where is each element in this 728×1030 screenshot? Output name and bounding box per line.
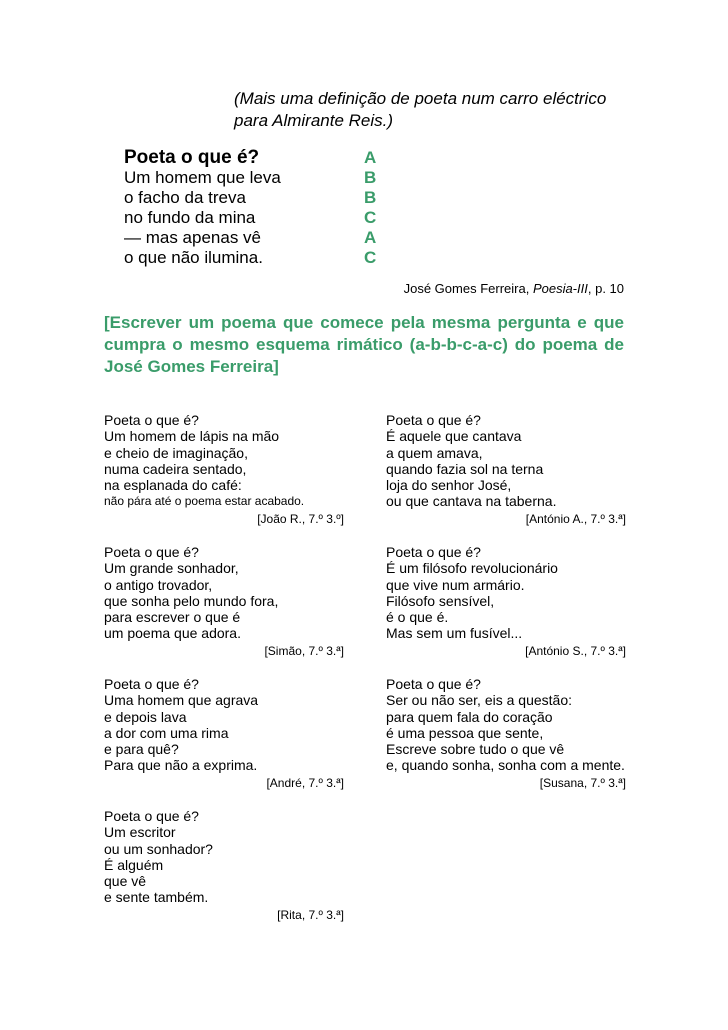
student-poem [104,808,344,923]
student-poem-line: É alguém [104,856,164,873]
student-author: [João R., 7.º 3.º] [257,511,344,526]
rhyme-letter: B [364,168,377,187]
poem-epigraph [234,88,606,132]
student-poem [386,412,626,527]
poem-line [124,228,376,248]
student-poem [104,544,344,659]
poem-line-text: no fundo da mina [124,208,256,227]
student-poem-line: Para que não a exprima. [104,757,258,774]
student-poem-line: que sonha pelo mundo fora, [104,592,279,609]
student-author: [António S., 7.º 3.ª] [525,643,626,658]
student-poem-line: Mas sem um fusível... [386,625,523,642]
student-poem-line: que vive num armário. [386,576,525,593]
student-poem-line: é o que é. [386,609,449,626]
student-poem-line: quando fazia sol na terna [386,460,544,477]
student-poem-line: Um escritor [104,824,176,841]
source-page: , p. 10 [587,281,624,296]
student-poem [386,544,626,659]
student-author: [Simão, 7.º 3.ª] [264,643,344,658]
student-poem [386,676,626,791]
student-poem-line: para escrever o que é [104,609,241,626]
poem-line-text: Um homem que leva [124,168,281,187]
student-poem-line: e depois lava [104,708,187,725]
student-poem-line: é uma pessoa que sente, [386,724,544,741]
student-author: [António A., 7.º 3.ª] [525,511,626,526]
student-poem-line: Poeta o que é? [104,676,199,692]
student-poem-line: e sente também. [104,889,209,906]
poem-line-text: o que não ilumina. [124,248,263,267]
poem-line [124,148,376,168]
poem-line-text: Poeta o que é? [124,147,260,168]
poem-line-text: — mas apenas vê [124,228,262,247]
student-author: [André, 7.º 3.ª] [266,775,344,790]
student-poem-line: Ser ou não ser, eis a questão: [386,692,573,709]
student-poem-line: Poeta o que é? [104,544,199,560]
student-poem-line: Poeta o que é? [386,412,481,428]
student-poem-line: loja do senhor José, [386,477,512,494]
student-poem-line: Poeta o que é? [104,412,199,428]
student-poem-line: Escreve sobre tudo o que vê [386,741,565,758]
student-poem-line: Poeta o que é? [386,544,481,560]
student-poem [104,412,344,527]
student-poem-line: Uma homem que agrava [104,692,259,709]
student-poem-line: a dor com uma rima [104,724,229,741]
reference-poem [124,148,376,268]
student-poem-line: na esplanada do café: [104,477,242,494]
student-poem-line: Poeta o que é? [386,676,481,692]
poem-source [404,281,624,296]
student-poem-line: Filósofo sensível, [386,592,495,609]
poem-line-text: o facho da treva [124,188,246,207]
student-poem-line: É aquele que cantava [386,428,522,445]
rhyme-letter: A [364,228,377,247]
student-poem-line: a quem amava, [386,444,483,461]
assignment-instruction: [Escrever um poema que comece pela mesma pergunta e que cumpra o mesmo esquema rimático (a-b-b-c-a-c) do poema de José Gomes Ferreira] [104,313,624,376]
student-poem-line: um poema que adora. [104,625,241,642]
rhyme-letter: C [364,208,377,227]
poem-line [124,168,376,188]
epigraph-line: para Almirante Reis.) [234,111,394,130]
student-poem-line: e para quê? [104,741,179,758]
rhyme-letter: A [364,148,377,167]
student-poem-line: É um filósofo revolucionário [386,560,558,577]
poem-line [124,248,376,268]
student-poem-line: e cheio de imaginação, [104,444,248,461]
rhyme-letter: B [364,188,377,207]
student-poem-line: Um homem de lápis na mão [104,428,280,445]
source-author: José Gomes Ferreira, [403,281,533,296]
poem-line [124,188,376,208]
student-poem-line: numa cadeira sentado, [104,460,247,477]
student-author: [Rita, 7.º 3.ª] [277,907,344,922]
student-poem-line: o antigo trovador, [104,576,213,593]
student-poem [104,676,344,791]
student-poem-line: ou um sonhador? [104,840,213,857]
epigraph-line: (Mais uma definição de poeta num carro eléctrico [234,89,607,108]
rhyme-letter: C [364,248,377,267]
student-poem-line: para quem fala do coração [386,708,553,725]
source-work: Poesia-III [532,281,588,296]
student-poem-line: ou que cantava na taberna. [386,493,557,510]
student-poem-line: Poeta o que é? [104,808,199,824]
student-poem-line: que vê [104,873,147,890]
student-author: [Susana, 7.º 3.ª] [539,775,626,790]
student-poem-line: Um grande sonhador, [104,560,239,577]
student-poem-line: e, quando sonha, sonha com a mente. [386,757,625,774]
poem-line [124,208,376,228]
student-poem-line: não pára até o poema estar acabado. [104,494,305,509]
